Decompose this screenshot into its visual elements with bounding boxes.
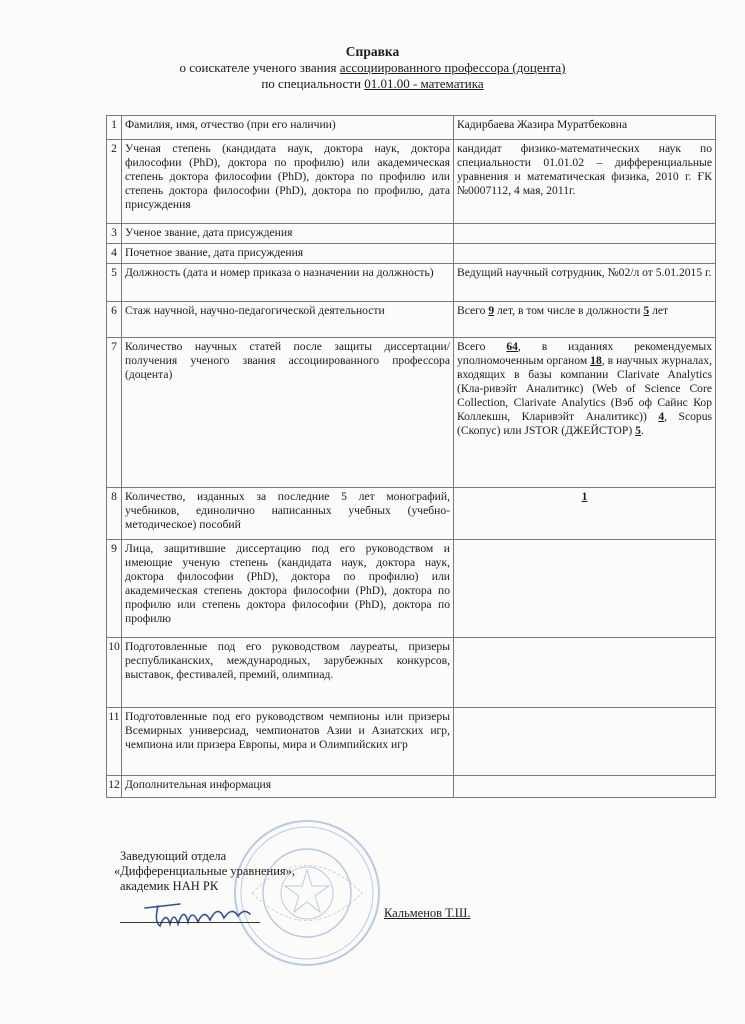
table-row <box>107 708 716 776</box>
row-value <box>454 638 716 708</box>
row-label: Стаж научной, научно-педагогической деятельности <box>122 302 454 338</box>
signer-position: Заведующий отдела <box>120 849 227 863</box>
table-row <box>107 224 716 244</box>
total-articles: 64 <box>506 340 518 353</box>
table-row <box>107 338 716 488</box>
row-label: Подготовленные под его руководством чемпионы или призеры Всемирных универсиад, чемпионатов Азии и Азиатских игр, чемпиона или призера Европы, мира и Олимпийских игр <box>122 708 454 776</box>
table-row <box>107 244 716 264</box>
row-number: 9 <box>107 540 122 638</box>
scopus-count: 5 <box>635 424 641 437</box>
signer-title: академик НАН РК <box>120 879 219 893</box>
row-number: 12 <box>107 776 122 798</box>
document-title: Справка <box>345 44 400 59</box>
row-value: 1 <box>454 488 716 540</box>
row-number: 8 <box>107 488 122 540</box>
row-number: 10 <box>107 638 122 708</box>
row-label: Почетное звание, дата присуждения <box>122 244 454 264</box>
row-label: Лица, защитившие диссертацию под его руководством и имеющие ученую степень (кандидата наук, доктора наук, доктора философии (PhD), доктора по профилю) или академическая степень доктора философии (PhD), доктора по профилю или степень доктора философии (PhD), доктора по профилю <box>122 540 454 638</box>
specialty-line: по специальности 01.01.00 - математика <box>261 76 484 91</box>
row-label: Должность (дата и номер приказа о назначении на должность) <box>122 264 454 302</box>
table-row <box>107 540 716 638</box>
wos-count: 4 <box>658 410 665 423</box>
row-label: Ученое звание, дата присуждения <box>122 224 454 244</box>
table-row <box>107 776 716 798</box>
row-value: Всего 9 лет, в том числе в должности 5 лет <box>454 302 716 338</box>
row-value: Всего 64, в изданиях рекомендуемых уполномоченным органом 18, в научных журналах, входящих в базы компании Clarivate Analytics (Кла-ривэйт Аналитикс) (Web of Science Core Collection, Clarivate Analytics (Вэб оф Сайнс Кор Коллекшн, Кларивэйт Аналитикс)) 4, Scopus (Скопус) или JSTOR (ДЖЕЙСТОР) 5. <box>454 338 716 488</box>
signer-department: «Дифференциальные уравнения», <box>114 864 296 878</box>
table-row <box>107 302 716 338</box>
row-number: 7 <box>107 338 122 488</box>
row-label: Ученая степень (кандидата наук, доктора наук, доктора философии (PhD), доктора по профилю) или академическая степень доктора философии (PhD), доктора по профилю или степень доктора философии (PhD), доктора по профилю, дата присуждения <box>122 140 454 224</box>
row-label: Дополнительная информация <box>122 776 454 798</box>
row-number: 4 <box>107 244 122 264</box>
row-number: 1 <box>107 116 122 140</box>
row-value: Кадирбаева Жазира Муратбековна <box>454 116 716 140</box>
row-number: 6 <box>107 302 122 338</box>
handwritten-signature-icon <box>140 896 270 936</box>
position-title: ассоциированного профессора (доцента) <box>339 60 566 75</box>
row-value <box>454 540 716 638</box>
row-label: Количество научных статей после защиты диссертации/получения ученого звания ассоциированного профессора (доцента) <box>122 338 454 488</box>
table-row <box>107 140 716 224</box>
recommended-count: 18 <box>590 354 602 367</box>
specialty-code: 01.01.00 - математика <box>364 76 484 91</box>
table-row <box>107 116 716 140</box>
signature-block <box>114 849 296 894</box>
row-label: Количество, изданных за последние 5 лет монографий, учебников, единолично написанных учебных (учебно-методическое) пособий <box>122 488 454 540</box>
row-value <box>454 244 716 264</box>
info-table <box>106 115 716 798</box>
row-value <box>454 708 716 776</box>
row-number: 3 <box>107 224 122 244</box>
row-label: Подготовленные под его руководством лауреаты, призеры республиканских, международных, зарубежных конкурсов, выставок, фестивалей, премий, олимпиад. <box>122 638 454 708</box>
table-row <box>107 488 716 540</box>
signature-line <box>120 922 260 923</box>
row-number: 2 <box>107 140 122 224</box>
document-header <box>0 44 745 92</box>
table-row <box>107 638 716 708</box>
row-number: 11 <box>107 708 122 776</box>
row-value: кандидат физико-математических наук по специальности 01.01.02 – дифференциальные уравнения и математическая физика, 2010 г. ҒК №0007112, 4 мая, 2011г. <box>454 140 716 224</box>
subtitle-line: о соискателе ученого звания ассоциированного профессора (доцента) <box>179 60 566 75</box>
row-value <box>454 776 716 798</box>
table-row <box>107 264 716 302</box>
row-value: Ведущий научный сотрудник, №02/л от 5.01.2015 г. <box>454 264 716 302</box>
position-experience: 5 <box>643 304 650 317</box>
signer-name: Кальменов Т.Ш. <box>384 906 471 920</box>
row-label: Фамилия, имя, отчество (при его наличии) <box>122 116 454 140</box>
row-number: 5 <box>107 264 122 302</box>
total-experience: 9 <box>488 304 495 317</box>
row-value <box>454 224 716 244</box>
